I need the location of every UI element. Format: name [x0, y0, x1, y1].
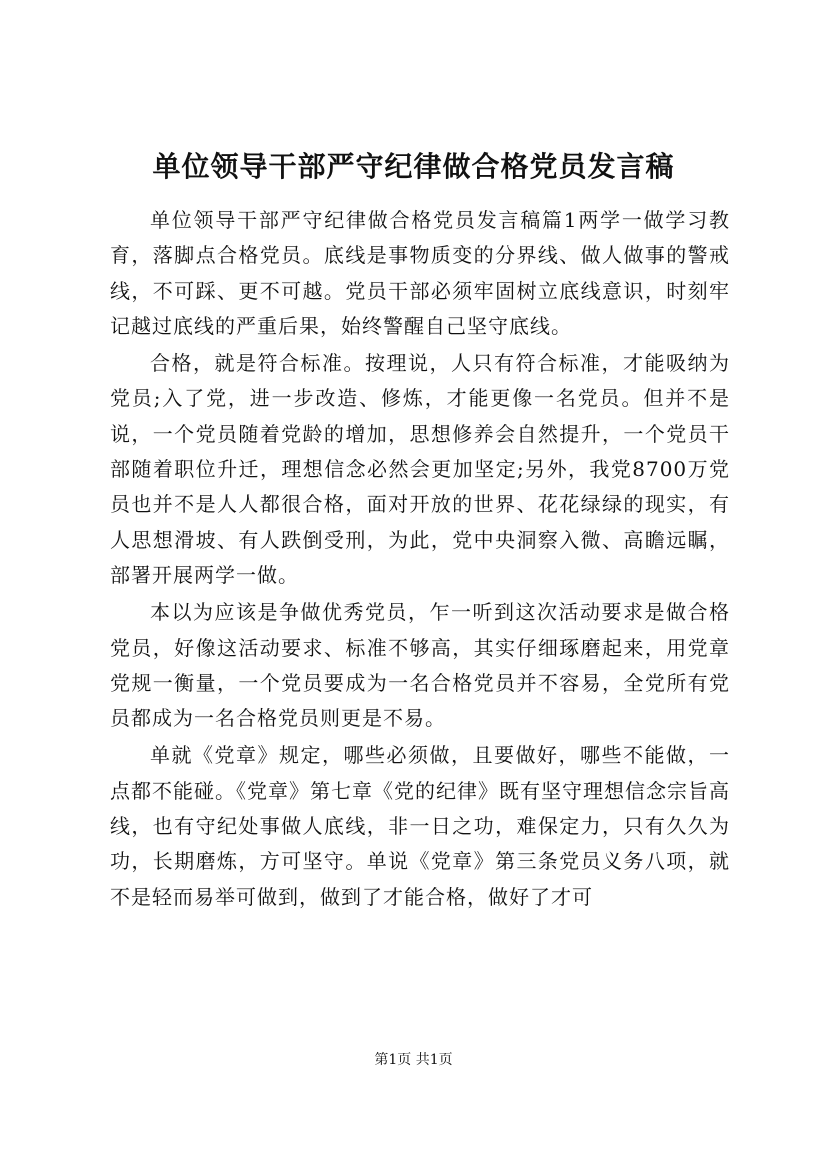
document-title: 单位领导干部严守纪律做合格党员发言稿 [152, 150, 675, 183]
paragraph-3: 本以为应该是争做优秀党员，乍一听到这次活动要求是做合格党员，好像这活动要求、标准不够高，其实仔细琢磨起来，用党章党规一衡量，一个党员要成为一名合格党员并不容易，全党所有党员都成为一名合格党员则更是不易。 [110, 600, 730, 731]
page-footer: 第1页 共1页 [374, 1052, 453, 1068]
document-body [110, 203, 730, 917]
paragraph-2: 合格，就是符合标准。按理说，人只有符合标准，才能吸纳为党员;入了党，进一步改造、修炼，才能更像一名党员。但并不是说，一个党员随着党龄的增加，思想修养会自然提升，一个党员干部随着职位升迁，理想信念必然会更加坚定;另外，我党8700万党员也并不是人人都很合格，面对开放的世界、花花绿绿的现实，有人思想滑坡、有人跌倒受刑，为此，党中央洞察入微、高瞻远瞩，部署开展两学一做。 [110, 351, 730, 587]
paragraph-4: 单就《党章》规定，哪些必须做，且要做好，哪些不能做，一点都不能碰。《党章》第七章《党的纪律》既有坚守理想信念宗旨高线，也有守纪处事做人底线，非一日之功，难保定力，只有久久为功，长期磨炼，方可坚守。单说《党章》第三条党员义务八项，就不是轻而易举可做到，做到了才能合格，做好了才可 [110, 743, 730, 909]
paragraph-1: 单位领导干部严守纪律做合格党员发言稿篇1两学一做学习教育，落脚点合格党员。底线是事物质变的分界线、做人做事的警戒线，不可踩、更不可越。党员干部必须牢固树立底线意识，时刻牢记越过底线的严重后果，始终警醒自己坚守底线。 [110, 208, 730, 338]
